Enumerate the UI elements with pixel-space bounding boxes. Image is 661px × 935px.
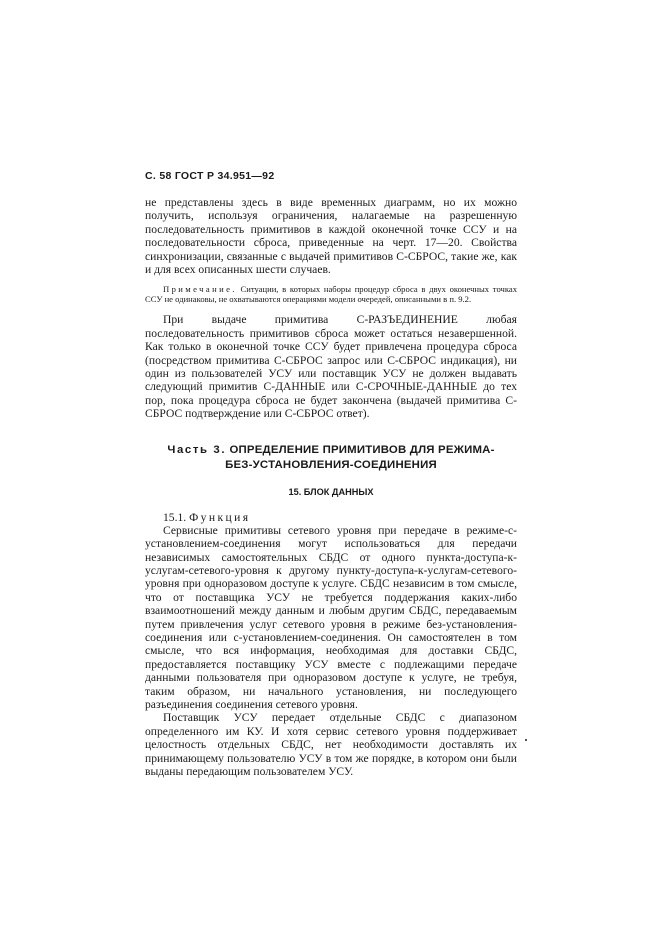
document-page bbox=[145, 170, 517, 778]
part-heading bbox=[145, 443, 517, 473]
subsection-number: 15.1. bbox=[163, 510, 187, 524]
section-heading: 15. БЛОК ДАННЫХ bbox=[288, 486, 374, 497]
part-title-line1: ОПРЕДЕЛЕНИЕ ПРИМИТИВОВ ДЛЯ РЕЖИМА- bbox=[226, 443, 495, 456]
note bbox=[145, 284, 517, 304]
note-text: Ситуации, в которых наборы процедур сброса в двух оконечных точках ССУ не одинаковы, не охватываются операциями модели очередей, описанными в п. 9.2. bbox=[145, 284, 517, 305]
part-title-line2: БЕЗ-УСТАНОВЛЕНИЯ-СОЕДИНЕНИЯ bbox=[225, 458, 437, 471]
paragraph-1: не представлены здесь в виде временных диаграмм, но их можно получить, используя ограничения, налагаемые на разрешенную последовательность примитивов в каждой оконечной точке ССУ и на последовательности сброса, приведенные на черт. 17—20. Свойства синхронизации, связанные с выдачей примитивов С-СБРОС, такие же, как и для всех описанных шести случаев. bbox=[145, 196, 517, 277]
subsection-heading bbox=[145, 511, 517, 524]
subsection-title: Функция bbox=[189, 510, 251, 524]
note-label: Примечание. bbox=[163, 284, 237, 295]
page-header: С. 58 ГОСТ Р 34.951—92 bbox=[145, 170, 275, 182]
paragraph-2: При выдаче примитива С-РАЗЪЕДИНЕНИЕ любая последовательность примитивов сброса может остаться незавершенной. Как только в оконечной точке ССУ будет привлечена процедура сброса (посредством примитива С-СБРОС запрос или С-СБРОС индикация), ни один из пользователей УСУ или поставщик УСУ не должен выдавать следующий примитив С-ДАННЫЕ или С-СРОЧНЫЕ-ДАННЫЕ до тех пор, пока процедура сброса не будет закончена (выдачей примитива С-СБРОС подтверждение или С-СБРОС ответ). bbox=[145, 313, 517, 421]
paragraph-4: Поставщик УСУ передает отдельные СБДС с диапазоном определенного им КУ. И хотя сервис сетевого уровня поддерживает целостность отдельных СБДС, нет необходимости доставлять их принимающему пользователю УСУ в том же порядке, в котором они были выданы передающим пользователем УСУ. bbox=[145, 711, 517, 778]
paragraph-3: Сервисные примитивы сетевого уровня при передаче в режиме-с-установлением-соединения могут использоваться для передачи независимых самостоятельных СБДС от одного пункта-доступа-к-услугам-сетевого-уровня к другому пункту-доступа-к-услугам-сетевого-уровня при одноразовом доступе к услуге. СБДС независим в том смысле, что от поставщика УСУ не требуется поддержания каких-либо взаимоотношений между данным и любым другим СБДС, передаваемым путем привлечения услуг сетевого уровня в режиме без-установления-соединения или с-установлением-соединения. Он самостоятелен в том смысле, что вся информация, необходимая для доставки СБДС, предоставляется поставщику УСУ вместе с подлежащими передаче данными пользователя при одноразовом доступе к услуге, не требуя, таким образом, ни начального установления, ни последующего разъединения соединения сетевого уровня. bbox=[145, 523, 517, 711]
margin-mark bbox=[525, 739, 527, 741]
part-label: Часть 3. bbox=[167, 443, 227, 456]
